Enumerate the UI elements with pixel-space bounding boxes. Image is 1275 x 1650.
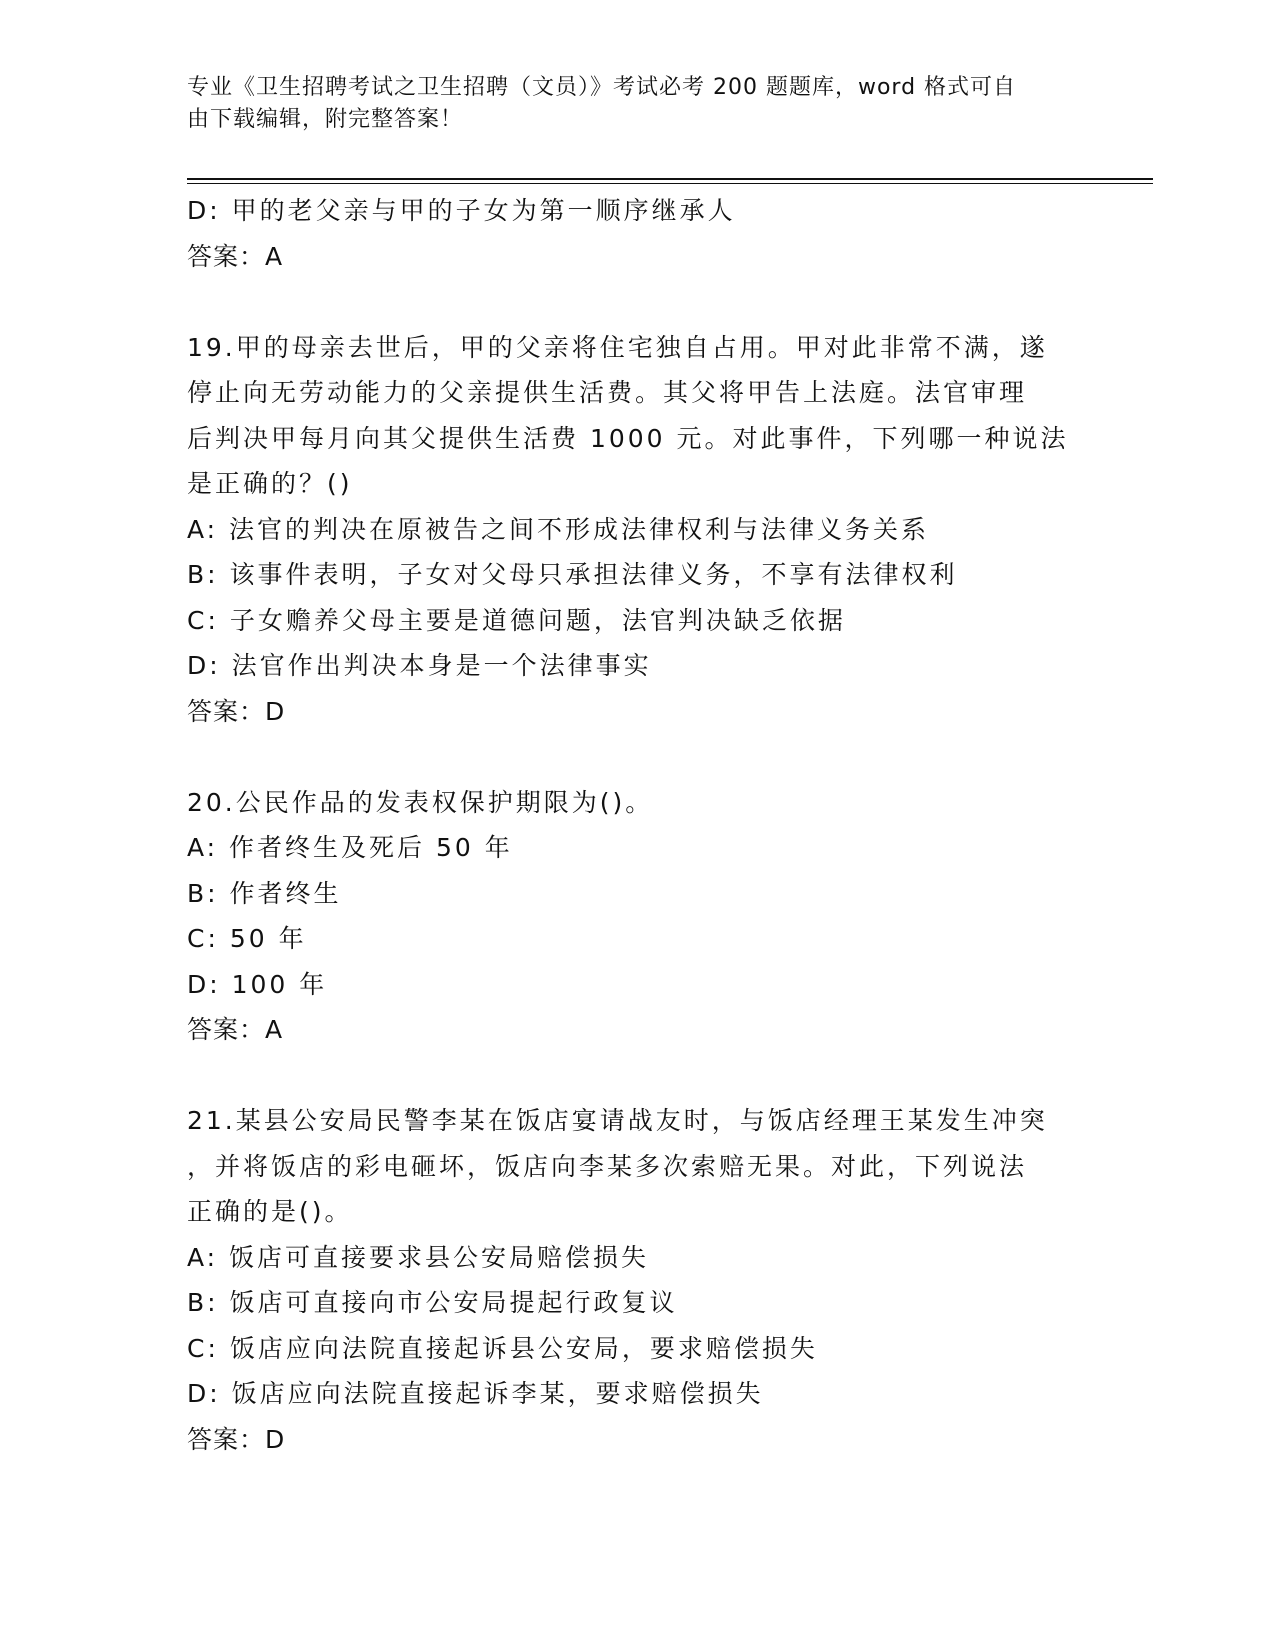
answer-line (187, 689, 1087, 735)
answer-value: D (265, 696, 286, 726)
option-a: A: 作者终生及死后 50 年 (187, 833, 513, 862)
question-line: 停止向无劳动能力的父亲提供生活费。其父将甲告上法庭。法官审理 (187, 378, 1028, 407)
question-line: 后判决甲每月向其父提供生活费 1000 元。对此事件，下列哪一种说法 (187, 423, 1069, 453)
header-rule-thick (187, 178, 1153, 180)
question-19 (187, 325, 1087, 735)
page-header (187, 72, 1067, 136)
header-rule-thin (187, 183, 1153, 184)
answer-label: 答案： (187, 1424, 266, 1454)
question-line: 正确的是()。 (187, 1197, 353, 1226)
answer-value: A (265, 241, 284, 271)
option-d: D: 甲的老父亲与甲的子女为第一顺序继承人 (187, 196, 736, 225)
answer-label: 答案： (187, 696, 266, 726)
option-d: D: 100 年 (187, 969, 328, 999)
question-line: 21.某县公安局民警李某在饭店宴请战友时，与饭店经理王某发生冲突 (187, 1106, 1048, 1135)
question-line: 19.甲的母亲去世后，甲的父亲将住宅独自占用。甲对此非常不满，遂 (187, 332, 1048, 362)
spacer (187, 1053, 1087, 1099)
answer-label: 答案： (187, 241, 266, 271)
option-b: B: 作者终生 (187, 878, 342, 908)
question-line: ，并将饭店的彩电砸坏，饭店向李某多次索赔无果。对此，下列说法 (187, 1151, 1028, 1181)
question-line: 20.公民作品的发表权保护期限为()。 (187, 787, 654, 817)
option-c: C: 子女赡养父母主要是道德问题，法官判决缺乏依据 (187, 605, 846, 635)
answer-value: D (265, 1424, 286, 1454)
spacer (187, 279, 1087, 325)
question-20 (187, 780, 1087, 1053)
question-line: 是正确的？() (187, 469, 353, 498)
answer-value: A (265, 1015, 284, 1044)
answer-line (187, 1417, 1087, 1463)
answer-line (187, 234, 1087, 280)
option-b: B: 该事件表明，子女对父母只承担法律义务，不享有法律权利 (187, 560, 958, 589)
option-b: B: 饭店可直接向市公安局提起行政复议 (187, 1288, 678, 1317)
answer-line (187, 1007, 1087, 1053)
option-c: C: 50 年 (187, 924, 307, 953)
question-21 (187, 1098, 1087, 1462)
header-line-2: 由下载编辑，附完整答案！ (187, 107, 464, 132)
option-a: A: 饭店可直接要求县公安局赔偿损失 (187, 1242, 650, 1272)
option-c: C: 饭店应向法院直接起诉县公安局，要求赔偿损失 (187, 1333, 818, 1363)
option-a: A: 法官的判决在原被告之间不形成法律权利与法律义务关系 (187, 514, 930, 544)
option-d: D: 法官作出判决本身是一个法律事实 (187, 651, 652, 680)
header-line-1: 专业《卫生招聘考试之卫生招聘（文员）》考试必考 200 题题库，word 格式可自 (187, 75, 1017, 100)
document-body (187, 188, 1087, 1462)
spacer (187, 734, 1087, 780)
answer-label: 答案： (187, 1015, 266, 1044)
option-d: D: 饭店应向法院直接起诉李某，要求赔偿损失 (187, 1379, 764, 1408)
